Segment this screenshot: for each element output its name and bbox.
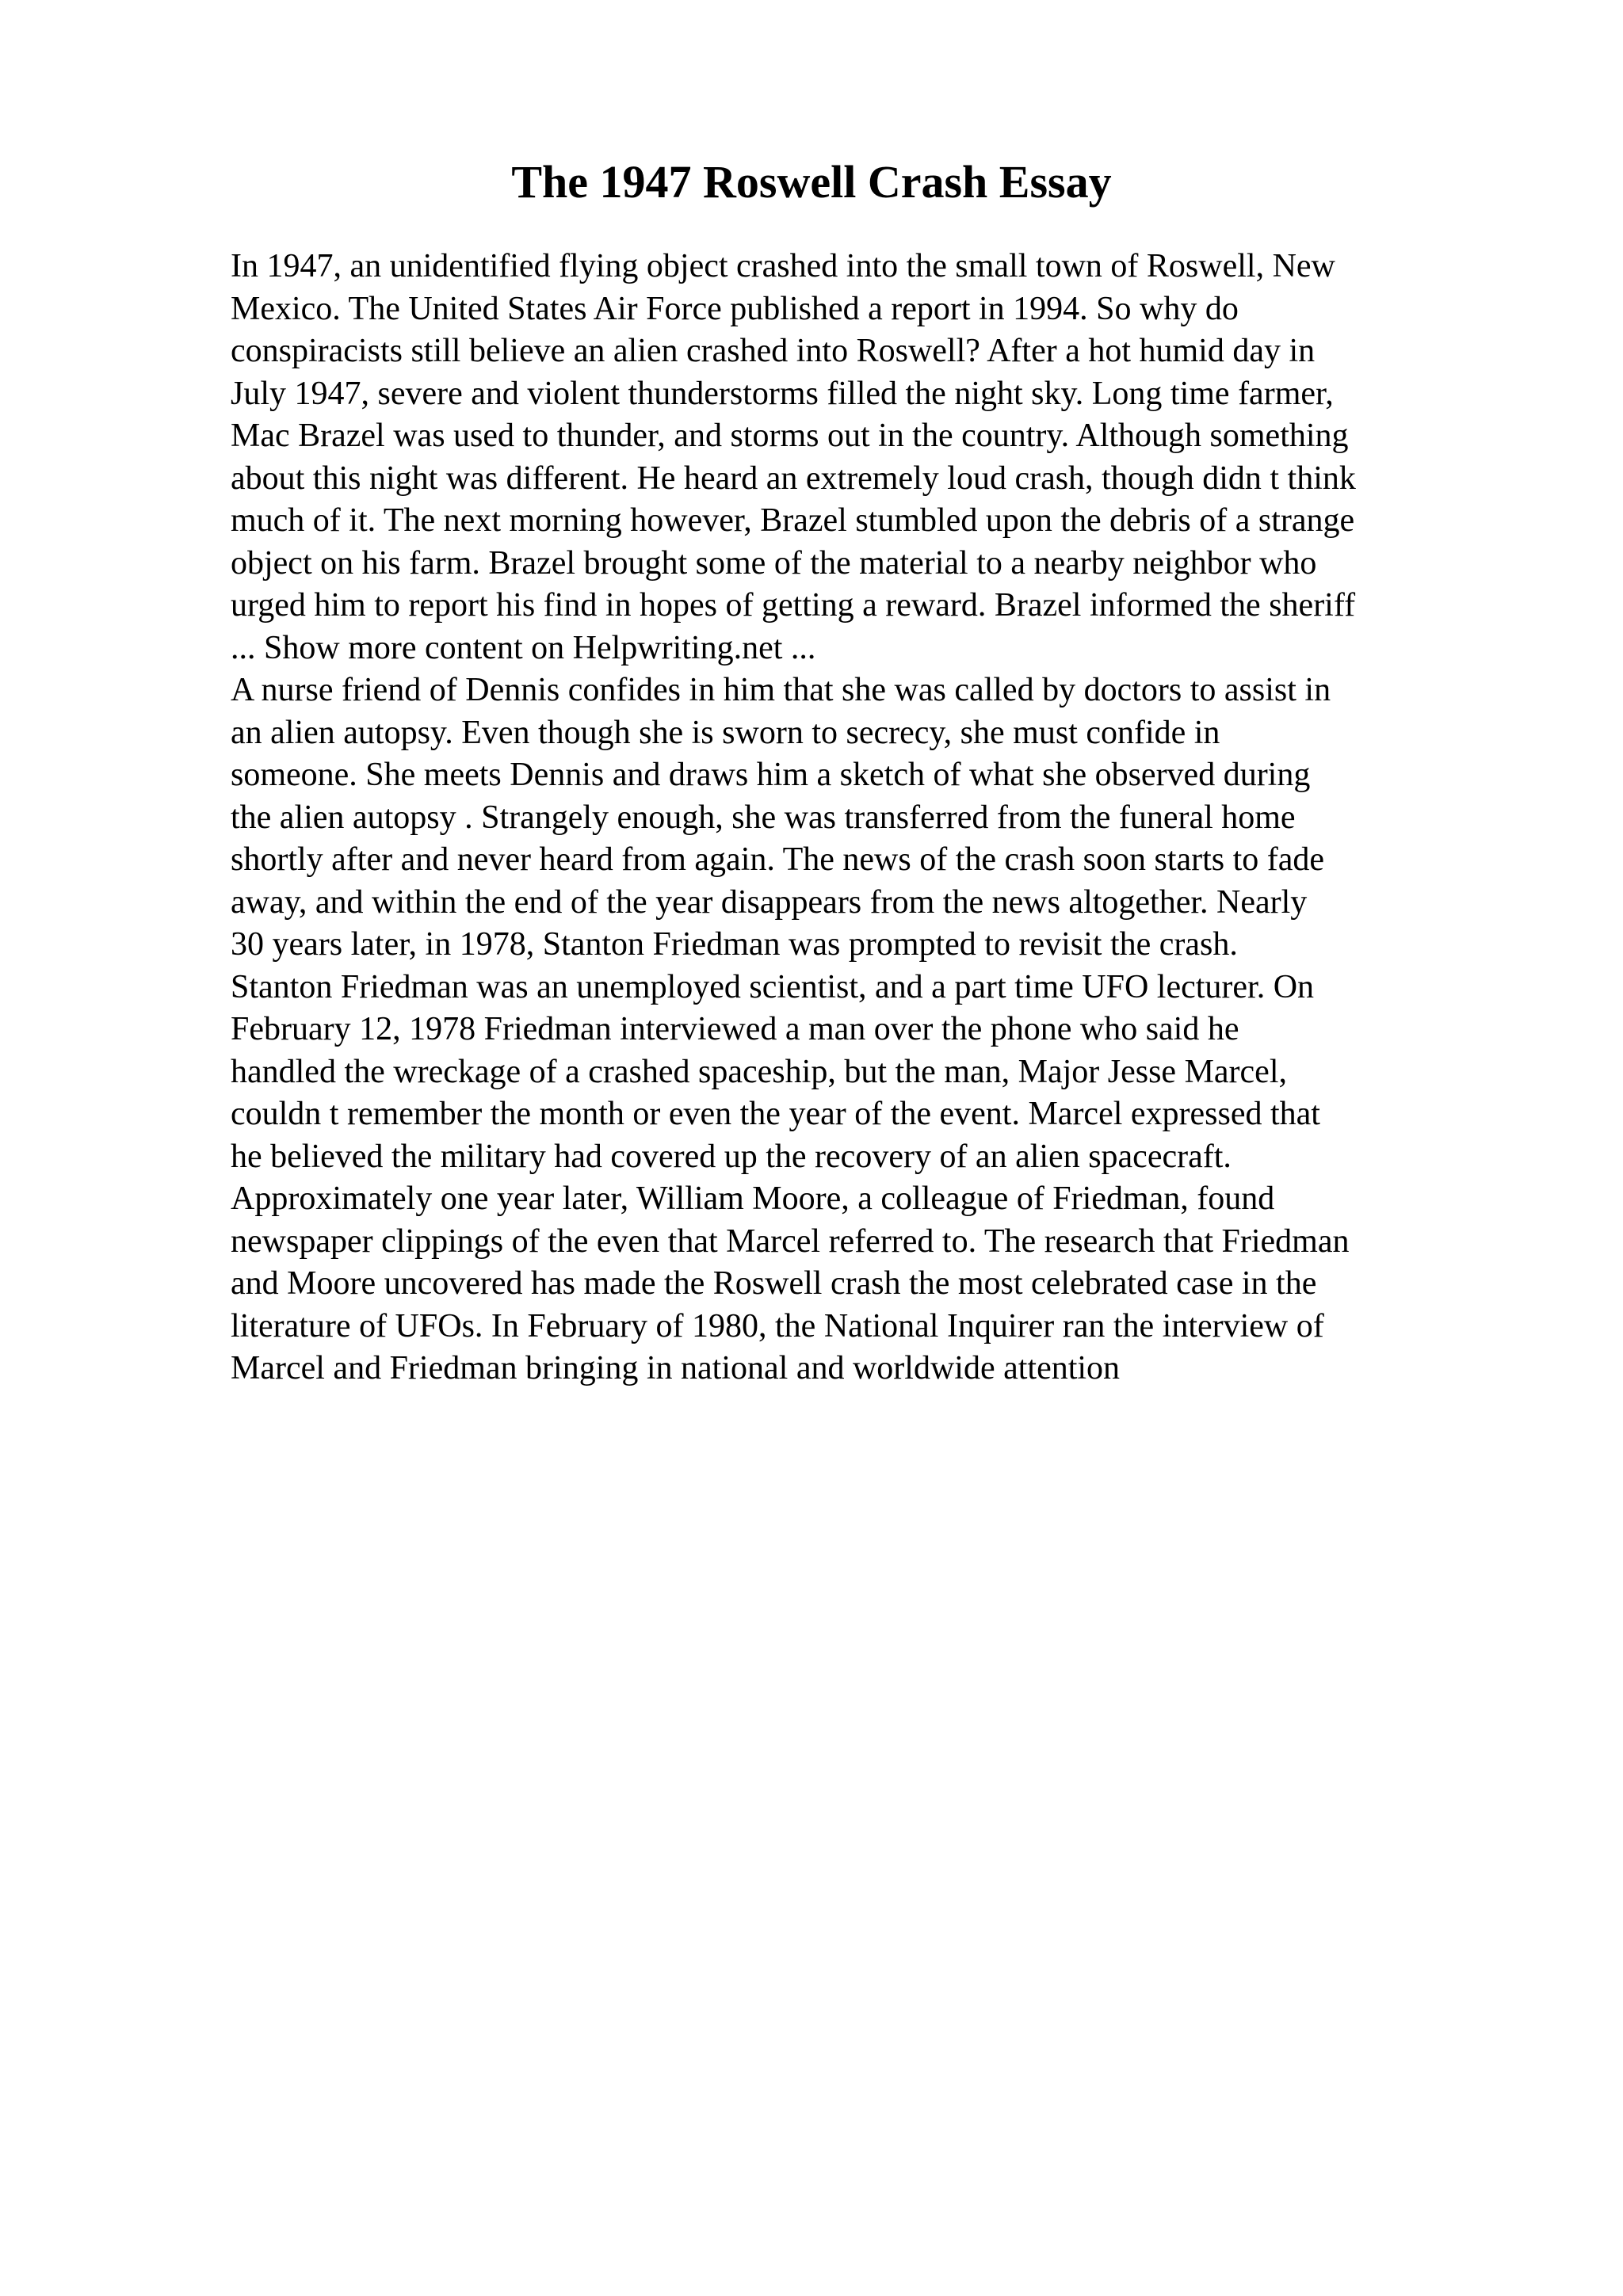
essay-line: July 1947, severe and violent thunderstorms filled the night sky. Long time farmer, <box>231 375 1334 412</box>
essay-line: he believed the military had covered up the recovery of an alien spacecraft. <box>231 1138 1232 1175</box>
essay-line: about this night was different. He heard an extremely loud crash, though didn t think <box>231 460 1356 497</box>
essay-line: Stanton Friedman was an unemployed scientist, and a part time UFO lecturer. On <box>231 968 1315 1005</box>
essay-line: an alien autopsy. Even though she is sworn to secrecy, she must confide in <box>231 714 1220 751</box>
essay-line: away, and within the end of the year disappears from the news altogether. Nearly <box>231 883 1308 921</box>
essay-line: In 1947, an unidentified flying object crashed into the small town of Roswell, New <box>231 248 1335 284</box>
essay-line: Mexico. The United States Air Force published a report in 1994. So why do <box>231 290 1239 327</box>
essay-line: couldn t remember the month or even the year of the event. Marcel expressed that <box>231 1096 1320 1132</box>
essay-line: Mac Brazel was used to thunder, and storms out in the country. Although something <box>231 418 1349 454</box>
essay-line: handled the wreckage of a crashed spaceship, but the man, Major Jesse Marcel, <box>231 1053 1287 1090</box>
essay-line: newspaper clippings of the even that Marcel referred to. The research that Friedman <box>231 1222 1350 1260</box>
essay-line: February 12, 1978 Friedman interviewed a man over the phone who said he <box>231 1011 1239 1047</box>
essay-line: object on his farm. Brazel brought some of the material to a nearby neighbor who <box>231 544 1317 582</box>
essay-line: urged him to report his find in hopes of getting a reward. Brazel informed the sheriff <box>231 587 1356 624</box>
essay-line: someone. She meets Dennis and draws him a sketch of what she observed during <box>231 757 1311 793</box>
essay-body <box>231 246 1499 1390</box>
essay-line: 30 years later, in 1978, Stanton Friedman was prompted to revisit the crash. <box>231 926 1238 963</box>
essay-line: A nurse friend of Dennis confides in him that she was called by doctors to assist in <box>231 672 1331 708</box>
document-title: The 1947 Roswell Crash Essay <box>511 156 1112 208</box>
essay-line: and Moore uncovered has made the Roswell crash the most celebrated case in the <box>231 1265 1317 1302</box>
essay-line: conspiracists still believe an alien crashed into Roswell? After a hot humid day in <box>231 333 1316 369</box>
essay-line: Marcel and Friedman bringing in national and worldwide attention <box>231 1350 1121 1386</box>
show-more-link-text: ... Show more content on Helpwriting.net ... <box>231 629 816 666</box>
essay-line: the alien autopsy . Strangely enough, she was transferred from the funeral home <box>231 799 1296 836</box>
essay-line: Approximately one year later, William Moore, a colleague of Friedman, found <box>231 1180 1275 1217</box>
essay-line: shortly after and never heard from again. The news of the crash soon starts to fade <box>231 841 1325 878</box>
essay-line: much of it. The next morning however, Brazel stumbled upon the debris of a strange <box>231 502 1355 539</box>
essay-line: literature of UFOs. In February of 1980, the National Inquirer ran the interview of <box>231 1307 1324 1344</box>
